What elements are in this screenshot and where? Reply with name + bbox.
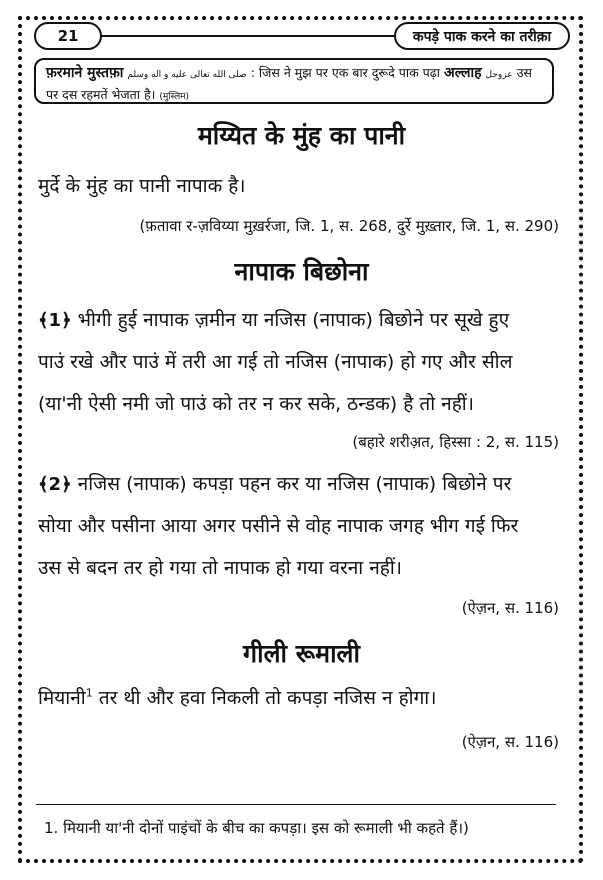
heading-geeli-rumali: गीली रूमाली (243, 639, 360, 668)
page-header (28, 20, 576, 52)
item1-line1-text: भीगी हुई नापाक ज़मीन या नजिस (नापाक) बिछोने पर सूखे हुए (77, 309, 510, 331)
item2-line3: उस से बदन तर हो गया तो नापाक हो गया वरना नहीं। (38, 557, 402, 579)
farman-text-1: : जिस ने मुझ पर एक बार दुरूदे पाक पढ़ा (250, 65, 441, 80)
farman-source: (मुस्लिम) (159, 92, 190, 102)
item1-bullet: ﴾1﴿ (38, 310, 72, 331)
item1-reference: (बहारे शरीअ़त, हिस्सा : 2, स. 115) (352, 433, 559, 451)
rumali-rest: तर थी और हवा निकली तो कपड़ा नजिस न होगा। (92, 687, 437, 709)
footnote: 1. मियानी या'नी दोनों पाइंचों के बीच का कपड़ा। इस को रूमाली भी कहते हैं।) (44, 819, 469, 837)
footnote-marker: 1 (85, 686, 93, 700)
item2-bullet: ﴾2﴿ (38, 474, 72, 495)
rumali-word: मियानी (38, 687, 86, 709)
farman-line-2 (46, 85, 542, 107)
mayyit-reference: (फ़तावा र-ज़विय्या मुख़र्रजा, जि. 1, स. 268, दुर्रे मुख़्तार, जि. 1, स. 290) (139, 217, 559, 235)
item1-line3: (या'नी ऐसी नमी जो पाउं को तर न कर सके, ठन्डक) है तो नहीं। (38, 393, 474, 415)
item1-line1 (38, 306, 568, 332)
book-title: कपड़े पाक करने का तरीक़ा (394, 22, 570, 50)
farman-salutation: صلى الله تعالى عليه و اله وسلم (127, 70, 247, 80)
farman-text-2: उस (516, 65, 532, 80)
farman-azza: عزوجل (485, 70, 513, 80)
header-rule (100, 35, 394, 37)
item1-line2: पाउं रखे और पाउं में तरी आ गई तो नजिस (नापाक) हो गए और सील (38, 351, 513, 373)
farman-line-1 (46, 63, 542, 85)
item2-reference: (ऐज़न, स. 116) (461, 599, 559, 617)
rumali-reference: (ऐज़न, स. 116) (461, 733, 559, 751)
item2-line1-text: नजिस (नापाक) कपड़ा पहन कर या नजिस (नापाक) बिछोने पर (77, 473, 512, 495)
mayyit-text: मुर्दे के मुंह का पानी नापाक है। (38, 175, 246, 197)
farman-text-line2: पर दस रहमतें भेजता है। (46, 87, 156, 102)
rumali-text (38, 684, 568, 710)
heading-napak-bichona: नापाक बिछोना (234, 257, 369, 286)
farman-label: फ़रमाने मुस्तफ़ा (46, 65, 124, 81)
item2-line1 (38, 470, 568, 496)
item2-line2: सोया और पसीना आया अगर पसीने से वोह नापाक जगह भीग गई फिर (38, 515, 519, 537)
footnote-rule (36, 804, 556, 805)
farman-box (34, 58, 554, 104)
heading-mayyit: मय्यित के मुंह का पानी (197, 121, 406, 150)
farman-allah: अल्लाह (444, 65, 482, 81)
page-number: 21 (34, 22, 102, 50)
